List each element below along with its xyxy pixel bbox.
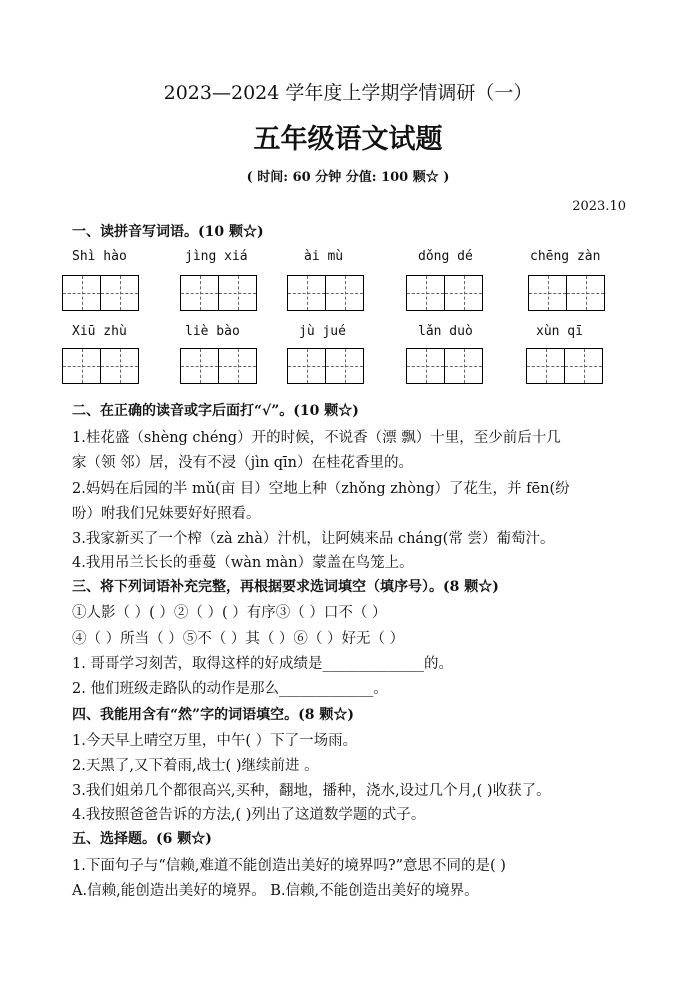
section4-line: 2.天黑了,又下着雨,战士( )继续前进 。 bbox=[72, 758, 319, 774]
section4-heading: 四、我能用含有“然”字的词语填空。(8 颗☆) bbox=[72, 707, 354, 723]
section2-line: 2.妈妈在后园的半 mǔ(亩 目）空地上种（zhǒng zhòng）了花生，并 fēn(纷 bbox=[72, 481, 570, 497]
pinyin-2-2: liè bào bbox=[185, 324, 240, 339]
section3-line: 1. 哥哥学习刻苦，取得这样的好成绩是______________的。 bbox=[72, 656, 453, 672]
writing-grid[interactable] bbox=[180, 275, 256, 311]
pinyin-1-2: jìng xiá bbox=[185, 249, 248, 264]
writing-grid[interactable] bbox=[287, 348, 363, 384]
exam-date: 2023.10 bbox=[572, 199, 626, 214]
section2-line: 吩）咐我们兄妹要好好照看。 bbox=[72, 506, 261, 522]
writing-grid[interactable] bbox=[287, 275, 363, 311]
pinyin-1-5: chēng zàn bbox=[530, 249, 601, 264]
pinyin-1-4: dǒng dé bbox=[418, 249, 473, 264]
section5-line: A.信赖,能创造出美好的境界。 B.信赖,不能创造出美好的境界。 bbox=[72, 883, 479, 899]
section4-line: 4.我按照爸爸告诉的方法,( )列出了这道数学题的式子。 bbox=[72, 807, 426, 823]
pinyin-2-3: jù jué bbox=[299, 324, 346, 339]
section4-line: 3.我们姐弟几个都很高兴,买种，翻地，播种，浇水,设过几个月,( )收获了。 bbox=[72, 783, 551, 799]
writing-grid[interactable] bbox=[62, 348, 138, 384]
writing-grid[interactable] bbox=[406, 275, 482, 311]
section4-line: 1.今天早上晴空万里，中午( ）下了一场雨。 bbox=[72, 733, 358, 749]
pinyin-2-4: lǎn duò bbox=[418, 324, 473, 339]
section2-line: 1.桂花盛（shèng chéng）开的时候，不说香（漂 飘）十里，至少前后十几 bbox=[72, 430, 561, 446]
exam-info: ( 时间: 60 分钟 分值: 100 颗☆ ) bbox=[246, 170, 450, 185]
writing-grid[interactable] bbox=[528, 275, 604, 311]
writing-grid[interactable] bbox=[406, 348, 482, 384]
section5-line: 1.下面句子与“信赖,难道不能创造出美好的境界吗?”意思不同的是( ) bbox=[72, 858, 506, 874]
exam-title: 2023—2024 学年度上学期学情调研（一） bbox=[163, 82, 533, 104]
section3-heading: 三、将下列词语补充完整，再根据要求选词填空（填序号）。(8 颗☆) bbox=[72, 579, 499, 595]
section2-heading: 二、在正确的读音或字后面打“√”。(10 颗☆) bbox=[72, 403, 359, 419]
pinyin-2-1: Xiū zhù bbox=[72, 324, 127, 339]
writing-grid[interactable] bbox=[62, 275, 138, 311]
section2-line: 家（领 邻）居，没有不浸（jìn qīn）在桂花香里的。 bbox=[72, 455, 413, 471]
section3-line: ①人影（ ）( ）②（ ）( ）有序③（ ）口不（ ） bbox=[72, 605, 387, 621]
writing-grid[interactable] bbox=[180, 348, 256, 384]
section2-line: 3.我家新买了一个榨（zà zhà）汁机，让阿姨来品 cháng(常 尝）葡萄汁。 bbox=[72, 531, 555, 547]
pinyin-1-3: ài mù bbox=[304, 249, 344, 264]
section1-heading: 一、读拼音写词语。(10 颗☆) bbox=[72, 224, 264, 240]
section5-heading: 五、选择题。(6 颗☆) bbox=[72, 831, 212, 847]
section2-line: 4.我用吊兰长长的垂蔓（wàn màn）蒙盖在鸟笼上。 bbox=[72, 555, 414, 571]
writing-grid[interactable] bbox=[526, 348, 602, 384]
pinyin-2-5: xùn qī bbox=[536, 324, 583, 339]
section3-line: ④（ ）所当（ ）⑤不（ ）其（ ）⑥（ ）好无（ ） bbox=[72, 631, 405, 647]
exam-subtitle: 五年级语文试题 bbox=[253, 124, 443, 155]
pinyin-1-1: Shì hào bbox=[72, 249, 127, 264]
section3-line: 2. 他们班级走路队的动作是那么_____________。 bbox=[72, 681, 388, 697]
